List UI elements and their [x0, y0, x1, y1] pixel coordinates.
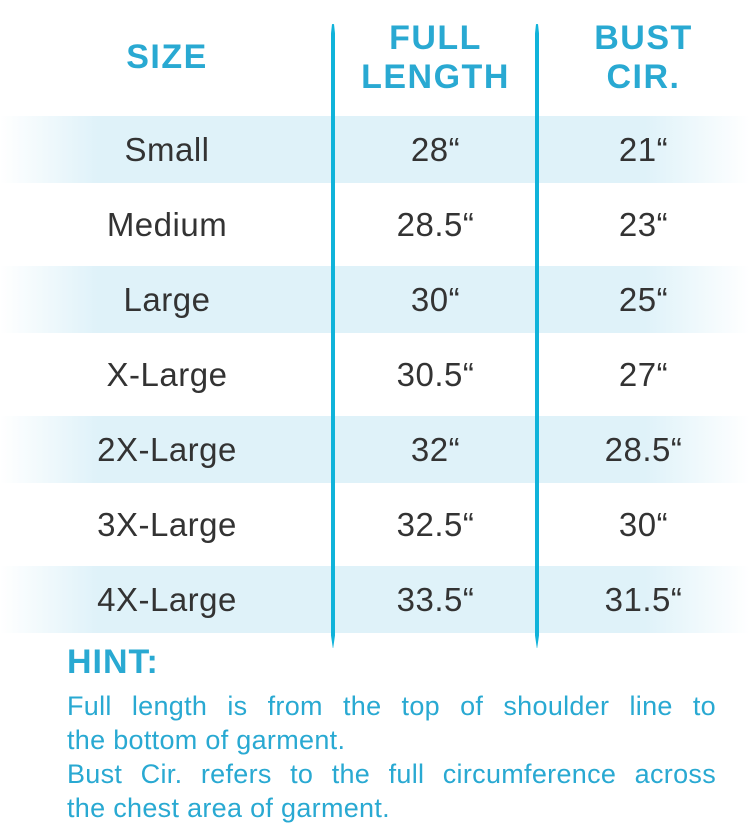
hint-text-line: Full length is from the top of shoulder line to — [67, 691, 716, 721]
size-cell: Large — [123, 280, 211, 318]
bust-cir-cell: 27“ — [618, 355, 669, 393]
column-header-size — [0, 0, 334, 116]
row-large — [0, 266, 750, 341]
bust-cir-cell: 21“ — [618, 130, 669, 168]
column-divider-line-1 — [331, 24, 335, 648]
column-header-bust-cir-label: BUST CIR. — [594, 18, 693, 96]
full-length-cell: 33.5“ — [396, 580, 475, 618]
bust-cir-cell: 31.5“ — [604, 580, 683, 618]
column-divider-line-2 — [535, 24, 539, 648]
full-length-cell: 28“ — [410, 130, 461, 168]
bust-cir-cell: 28.5“ — [604, 430, 683, 468]
table-header — [0, 0, 750, 116]
row-medium — [0, 191, 750, 266]
full-length-cell: 28.5“ — [396, 205, 475, 243]
hint-text-line: the chest area of garment. — [67, 793, 390, 823]
size-cell: 4X-Large — [97, 580, 237, 618]
full-length-cell: 32.5“ — [396, 505, 475, 543]
hint-title: HINT: — [67, 643, 159, 681]
column-header-full-length — [334, 0, 537, 116]
column-header-full-length-label: FULL LENGTH — [361, 18, 510, 96]
bust-cir-cell: 30“ — [618, 505, 669, 543]
bust-cir-cell: 23“ — [618, 205, 669, 243]
row-x-large — [0, 341, 750, 416]
row-4x-large — [0, 566, 750, 641]
full-length-cell: 30“ — [410, 280, 461, 318]
size-cell: 3X-Large — [97, 505, 237, 543]
column-header-bust-cir — [537, 0, 750, 116]
table-body — [0, 116, 750, 641]
column-header-size-label: SIZE — [126, 38, 208, 77]
size-cell: Small — [124, 130, 210, 168]
size-cell: 2X-Large — [97, 430, 237, 468]
full-length-cell: 30.5“ — [396, 355, 475, 393]
row-small — [0, 116, 750, 191]
bust-cir-cell: 25“ — [618, 280, 669, 318]
size-cell: Medium — [106, 205, 228, 243]
hint-text-line: the bottom of garment. — [67, 725, 346, 755]
row-2x-large — [0, 416, 750, 491]
hint-text-line: Bust Cir. refers to the full circumference across — [67, 759, 716, 789]
row-3x-large — [0, 491, 750, 566]
full-length-cell: 32“ — [410, 430, 461, 468]
size-cell: X-Large — [106, 355, 228, 393]
hint-section — [67, 643, 716, 825]
